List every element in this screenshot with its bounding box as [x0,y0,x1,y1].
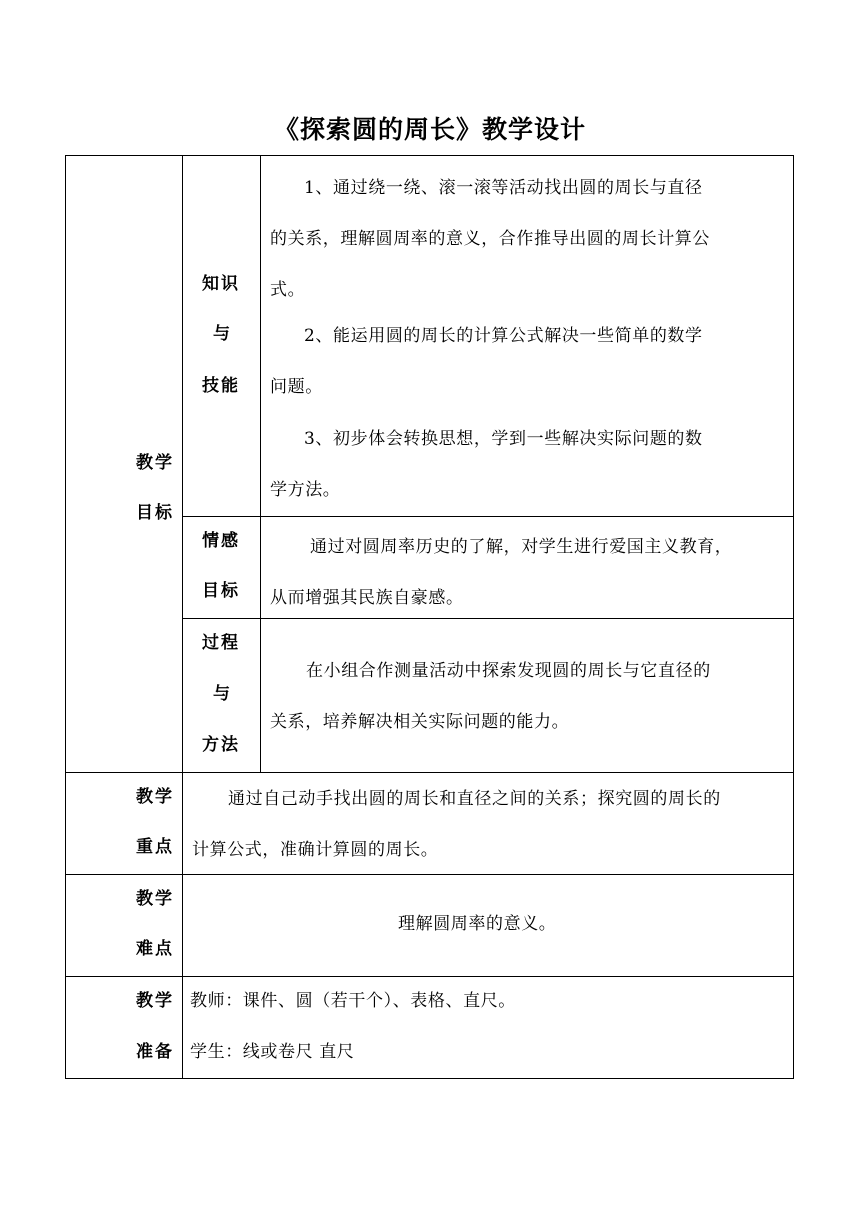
emotion-line-2: 从而增强其民族自豪感。 [270,588,464,608]
column-divider [182,155,183,1079]
item-text: 能运用圆的周长的计算公式解决一些简单的数学 [333,326,703,346]
item-number: 3、 [304,429,334,449]
item-text: 的关系，理解圆周率的意义，合作推导出圆的周长计算公 [270,229,710,249]
row-divider [65,772,794,773]
goals-label-line2: 目标 [136,503,174,523]
difficulty-text: 理解圆周率的意义。 [398,914,557,934]
process-text [270,646,790,748]
emotion-line-1: 通过对圆周率历史的了解，对学生进行爱国主义教育， [310,537,733,557]
process-label-line1: 过程 [202,633,240,653]
item-text: 式。 [270,280,306,300]
knowledge-label-line3: 技能 [202,376,240,396]
focus-label-line1: 教学 [136,787,174,807]
emotion-label-line2: 目标 [202,581,240,601]
process-label-line2: 与 [213,684,232,704]
page-title: 《探索圆的周长》教学设计 [273,115,586,144]
column-divider [260,155,261,773]
knowledge-label-line2: 与 [213,324,232,344]
prep-student-text: 学生：线或卷尺 直尺 [190,1042,355,1062]
emotion-label-line1: 情感 [202,531,240,551]
table-border-top [65,155,794,156]
focus-line-2: 计算公式，准确计算圆的周长。 [192,840,439,860]
item-number: 2、 [304,326,334,346]
difficulty-label-line2: 难点 [136,939,174,959]
knowledge-item-2 [270,311,790,413]
focus-text [192,774,792,876]
item-text: 初步体会转换思想，学到一些解决实际问题的数 [333,429,703,449]
process-line-2: 关系，培养解决相关实际问题的能力。 [270,712,570,732]
difficulty-label-line1: 教学 [136,889,174,909]
process-label-line3: 方法 [202,735,240,755]
process-line-1: 在小组合作测量活动中探索发现圆的周长与它直径的 [306,661,711,681]
table-border-bottom [65,1078,794,1079]
emotion-text [270,522,790,624]
item-text: 通过绕一绕、滚一滚等活动找出圆的周长与直径 [333,178,703,198]
knowledge-label-line1: 知识 [202,274,240,294]
row-divider [65,976,794,977]
focus-label-line2: 重点 [136,837,174,857]
prep-label-line2: 准备 [136,1042,174,1062]
table-border-left [65,155,66,1079]
item-number: 1、 [304,178,334,198]
focus-line-1: 通过自己动手找出圆的周长和直径之间的关系；探究圆的周长的 [228,789,721,809]
row-divider [182,516,794,517]
table-border-right [793,155,794,1079]
goals-label-line1: 教学 [136,453,174,473]
prep-label-line1: 教学 [136,991,174,1011]
prep-teacher-text: 教师：课件、圆（若干个）、表格、直尺。 [190,991,516,1011]
knowledge-item-1 [270,163,790,316]
item-text: 学方法。 [270,480,341,500]
item-text: 问题。 [270,377,323,397]
knowledge-item-3 [270,414,790,516]
